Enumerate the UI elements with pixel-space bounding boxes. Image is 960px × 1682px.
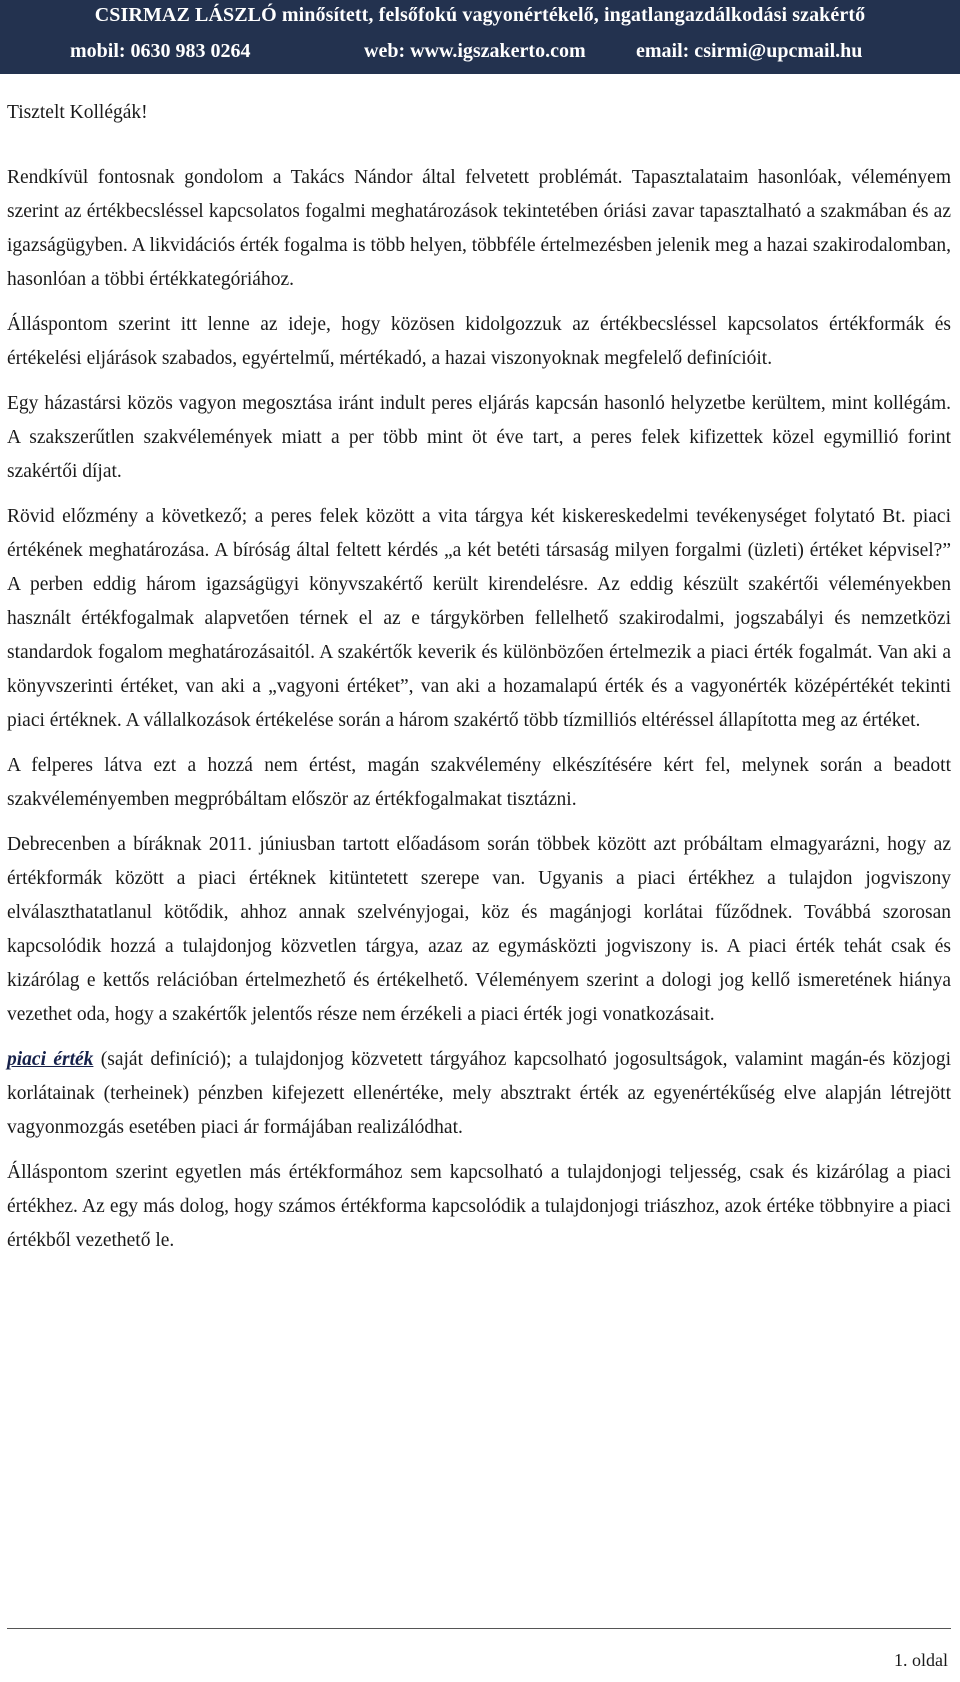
letterhead-name: CSIRMAZ LÁSZLÓ minősített, felsőfokú vagyonértékelő, ingatlangazdálkodási szakértő	[94, 4, 866, 26]
letter-greeting: Tisztelt Kollégák!	[7, 102, 148, 123]
paragraph-7	[7, 1043, 951, 1145]
paragraph-5: A felperes látva ezt a hozzá nem értést, magán szakvélemény elkészítésére kért fel, melynek során a beadott szakvéleményemben megpróbáltam először az értékfogalmakat tisztázni.	[7, 755, 951, 810]
letter-body	[7, 96, 951, 1269]
contact-mobile: mobil: 0630 983 0264	[70, 40, 251, 62]
paragraph-4: Rövid előzmény a következő; a peres felek között a vita tárgya két kiskereskedelmi tevékenységet folytató Bt. piaci értékének meghatározása. A bíróság által feltett kérdés „a két betéti társaság milyen forgalmi (üzleti) értéket képvisel?” A perben eddig három igazságügyi könyvszakértő került kirendelésre. Az eddig készült szakértői véleményekben használt értékfogalmak alapvetően térnek el az e tárgykörben fellelhető szakirodalmi, jogszabályi és nemzetközi standardok fogalom meghatározásaitól. A szakértők keverik és különbözően értelmezik a piaci érték fogalmát. Van aki a könyvszerinti értéket, van aki a „vagyoni értéket”, van aki a hozamalapú érték és a vagyonérték középértékét tekinti piaci értéknek. A vállalkozások értékelése során a három szakértő több tízmilliós eltéréssel állapította meg az értéket.	[7, 506, 951, 731]
contact-web[interactable]: web: www.igszakerto.com	[364, 40, 586, 62]
paragraph-6: Debrecenben a bíráknak 2011. júniusban tartott előadásom során többek között azt próbáltam elmagyarázni, hogy az értékformák között a piaci értéknek kitüntetett szerepe van. Ugyanis a piaci értékhez a tulajdon jogviszony elválaszthatatlanul kötődik, ahhoz annak szelvényjogai, köz és magánjogi korlátai fűződnek. Továbbá szorosan kapcsolódik hozzá a tulajdonjog közvetlen tárgya, azaz az egymásközti jogviszony is. A piaci érték tehát csak és kizárólag e kettős relációban értelmezhető és értékelhető. Véleményem szerint a dologi jog kellő ismeretének hiánya vezethet oda, hogy a szakértők jelentős része nem érzékeli a piaci érték jogi vonatkozásait.	[7, 834, 951, 1025]
definition-term: piaci érték	[7, 1049, 94, 1070]
paragraph-8: Álláspontom szerint egyetlen más értékformához sem kapcsolható a tulajdonjogi teljesség, csak és kizárólag a piaci értékhez. Az egy más dolog, hogy számos értékforma kapcsolódik a tulajdonjogi triászhoz, azok értéke többnyire a piaci értékből vezethető le.	[7, 1162, 951, 1251]
paragraph-2: Álláspontom szerint itt lenne az ideje, hogy közösen kidolgozzuk az értékbecsléssel kapcsolatos értékformák és értékelési eljárások szabados, egyértelmű, mértékadó, a hazai viszonyoknak megfelelő definícióit.	[7, 314, 951, 369]
page-number: 1. oldal	[894, 1650, 948, 1670]
letterhead-contacts	[0, 40, 960, 66]
definition-text: (saját definíció); a tulajdonjog közvetett tárgyához kapcsolható jogosultságok, valamint magán-és közjogi korlátainak (terheinek) pénzben kifejezett ellenértéke, mely absztrakt érték az egyenértékűség elve alapján létrejött vagyonmozgás esetében piaci ár formájában realizálódhat.	[7, 1049, 951, 1138]
paragraph-1: Rendkívül fontosnak gondolom a Takács Nándor által felvetett problémát. Tapasztalataim hasonlóak, véleményem szerint az értékbecsléssel kapcsolatos fogalmi meghatározások tekintetében óriási zavar tapasztalható a szakmában és az igazságügyben. A likvidációs érték fogalma is több helyen, többféle értelmezésben jelenik meg a hazai szakirodalomban, hasonlóan a többi értékkategóriához.	[7, 167, 951, 290]
paragraph-3: Egy házastársi közös vagyon megosztása iránt indult peres eljárás kapcsán hasonló helyzetbe kerültem, mint kollégám. A szakszerűtlen szakvélemények miatt a per több mint öt éve tart, a peres felek kifizettek közel egymillió forint szakértői díjat.	[7, 393, 951, 482]
contact-email[interactable]: email: csirmi@upcmail.hu	[636, 40, 863, 62]
footer-divider	[7, 1628, 951, 1629]
letterhead-banner	[0, 0, 960, 74]
